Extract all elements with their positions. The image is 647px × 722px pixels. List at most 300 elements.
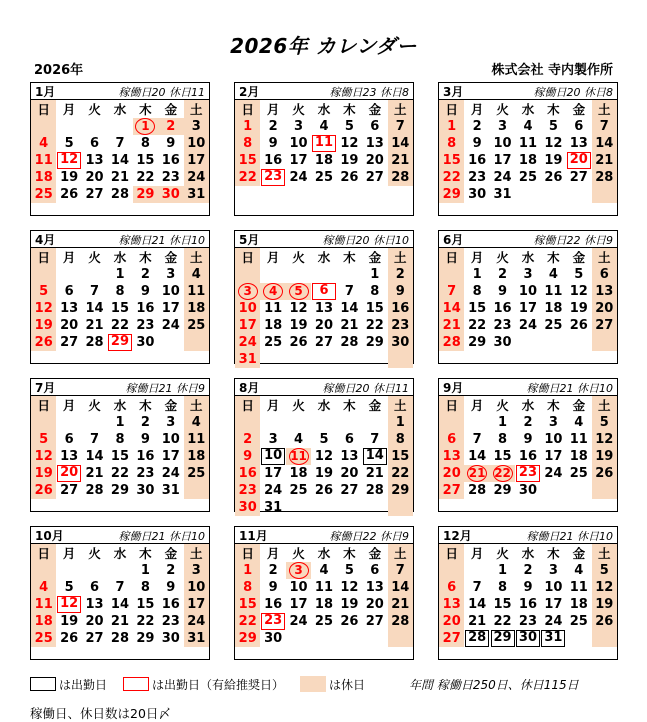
day-cell [439, 169, 464, 186]
day-number: 21 [391, 153, 410, 168]
day-cell [82, 300, 107, 317]
day-cell [286, 465, 311, 482]
day-cell [286, 562, 311, 579]
month-header [31, 83, 209, 100]
day-cell [566, 448, 591, 465]
day-cell [311, 118, 336, 135]
day-cell [439, 300, 464, 317]
day-number: 21 [85, 318, 104, 333]
weekday-header: 土 [388, 248, 413, 266]
month-stats: 稼働日21 休日10 [118, 233, 205, 247]
day-cell [260, 482, 285, 499]
day-number: 13 [442, 449, 461, 464]
day-number: 14 [110, 153, 130, 168]
month-days-table [235, 544, 413, 647]
day-number: 12 [314, 449, 334, 464]
month-days-table [31, 248, 209, 351]
day-number: 13 [85, 597, 104, 612]
month-label: 1月 [35, 85, 56, 99]
day-number: 6 [90, 136, 100, 151]
day-cell [388, 152, 413, 169]
day-number: 12 [34, 449, 53, 464]
month-days-table [235, 396, 413, 516]
day-cell [566, 414, 591, 431]
day-number: 11 [518, 136, 538, 151]
day-number: 2 [140, 267, 150, 282]
weekday-header: 木 [547, 546, 560, 561]
month-block [234, 82, 414, 216]
day-number: 4 [523, 119, 533, 134]
day-number: 6 [312, 283, 336, 300]
day-number: 28 [595, 170, 614, 185]
day-number: 15 [442, 153, 461, 168]
day-cell [515, 169, 540, 186]
day-cell [311, 596, 336, 613]
day-number: 9 [166, 136, 176, 151]
company-name: 株式会社 寺内製作所 [491, 63, 613, 78]
day-cell [56, 334, 81, 351]
day-cell [107, 283, 132, 300]
day-number: 15 [391, 449, 410, 464]
day-number: 21 [442, 318, 461, 333]
day-cell [286, 169, 311, 186]
day-number: 1 [243, 119, 253, 134]
day-cell [286, 448, 311, 465]
day-number: 17 [161, 301, 180, 316]
day-number: 4 [548, 267, 558, 282]
day-cell [311, 431, 336, 448]
day-cell [439, 630, 464, 647]
day-number: 23 [161, 170, 180, 185]
day-number: 22 [493, 614, 512, 629]
day-cell [82, 482, 107, 499]
day-cell [133, 465, 158, 482]
weekday-header: 金 [572, 102, 586, 117]
day-number: 18 [187, 449, 206, 464]
legend-off-swatch [300, 676, 326, 692]
day-cell [158, 169, 183, 186]
day-cell [490, 118, 515, 135]
day-cell [439, 135, 464, 152]
month-label: 2月 [239, 85, 260, 99]
day-number: 4 [294, 432, 304, 447]
day-number: 28 [110, 631, 130, 646]
day-cell [158, 562, 183, 579]
day-number: 30 [161, 187, 180, 202]
day-number: 21 [365, 466, 384, 481]
month-label: 6月 [443, 233, 464, 247]
day-cell [464, 630, 489, 647]
day-number: 9 [268, 580, 278, 595]
day-number: 26 [544, 170, 563, 185]
day-cell [566, 300, 591, 317]
day-cell [592, 579, 617, 596]
day-number: 15 [238, 597, 257, 612]
day-number: 1 [472, 267, 482, 282]
day-cell [541, 169, 566, 186]
day-cell [464, 579, 489, 596]
day-cell [260, 135, 285, 152]
day-cell [107, 596, 132, 613]
weekday-header: 月 [470, 546, 484, 561]
day-number: 24 [187, 614, 206, 629]
empty-cell [337, 414, 362, 431]
day-cell [158, 630, 183, 647]
weekday-header: 月 [62, 102, 76, 117]
empty-cell [388, 351, 413, 368]
day-cell [464, 334, 489, 351]
day-cell [592, 283, 617, 300]
day-number: 16 [136, 449, 155, 464]
day-number: 21 [468, 466, 486, 480]
day-cell [566, 283, 591, 300]
day-cell [158, 596, 183, 613]
weekday-header: 火 [496, 250, 509, 265]
empty-cell [566, 630, 591, 647]
day-number: 10 [261, 448, 285, 465]
day-number: 20 [340, 466, 359, 481]
month-stats: 稼働日21 休日9 [125, 381, 205, 395]
day-number: 9 [498, 284, 508, 299]
day-cell [286, 283, 311, 300]
day-number: 24 [544, 614, 563, 629]
day-number: 13 [340, 449, 359, 464]
day-number: 24 [161, 318, 180, 333]
day-number: 6 [574, 119, 584, 134]
day-number: 22 [468, 318, 487, 333]
day-cell [133, 482, 158, 499]
empty-cell [464, 414, 489, 431]
day-cell [541, 596, 566, 613]
empty-cell [158, 334, 183, 351]
day-cell [158, 283, 183, 300]
day-number: 27 [365, 170, 384, 185]
day-cell [311, 300, 336, 317]
day-number: 22 [391, 466, 410, 481]
day-cell [362, 596, 387, 613]
month-block [438, 82, 618, 216]
day-cell [337, 613, 362, 630]
day-cell [439, 118, 464, 135]
weekday-header: 水 [317, 546, 331, 561]
day-cell [260, 448, 285, 465]
month-days-table [439, 100, 617, 203]
day-number: 23 [161, 614, 180, 629]
weekday-header: 水 [521, 102, 535, 117]
day-number: 17 [493, 153, 512, 168]
day-cell [184, 465, 209, 482]
day-cell [107, 186, 132, 203]
day-cell [388, 579, 413, 596]
empty-cell [82, 118, 107, 135]
day-cell [388, 135, 413, 152]
day-number: 9 [523, 432, 533, 447]
day-number: 3 [268, 432, 278, 447]
day-cell [566, 152, 591, 169]
day-cell [107, 448, 132, 465]
day-cell [566, 135, 591, 152]
day-number: 6 [344, 432, 354, 447]
day-cell [158, 431, 183, 448]
day-cell [31, 482, 56, 499]
day-number: 29 [136, 631, 155, 646]
day-number: 27 [314, 335, 334, 350]
month-label: 4月 [35, 233, 56, 247]
day-cell [490, 431, 515, 448]
day-cell [541, 414, 566, 431]
day-number: 11 [569, 432, 588, 447]
day-number: 27 [365, 614, 384, 629]
empty-cell [260, 266, 285, 283]
day-number: 21 [595, 153, 614, 168]
weekday-header: 日 [31, 396, 56, 414]
day-number: 25 [569, 614, 588, 629]
weekday-header: 木 [343, 250, 356, 265]
day-cell [235, 613, 260, 630]
day-number: 8 [243, 136, 253, 151]
day-number: 14 [363, 448, 387, 465]
weekday-header: 土 [592, 100, 617, 118]
day-number: 29 [491, 630, 515, 647]
weekday-header: 火 [88, 398, 101, 413]
day-cell [337, 300, 362, 317]
day-cell [362, 169, 387, 186]
day-cell [362, 613, 387, 630]
day-number: 3 [166, 415, 176, 430]
day-cell [133, 118, 158, 135]
day-number: 18 [569, 597, 588, 612]
day-cell [592, 317, 617, 334]
weekday-header: 火 [88, 250, 101, 265]
day-cell [592, 135, 617, 152]
day-cell [311, 562, 336, 579]
day-number: 10 [544, 580, 563, 595]
day-number: 4 [574, 563, 584, 578]
empty-cell [337, 351, 362, 368]
weekday-header: 日 [31, 100, 56, 118]
day-cell [133, 596, 158, 613]
day-cell [184, 169, 209, 186]
day-cell [56, 169, 81, 186]
day-number: 29 [136, 187, 155, 202]
day-cell [184, 317, 209, 334]
day-number: 16 [161, 597, 180, 612]
day-number: 18 [314, 153, 334, 168]
day-cell [515, 613, 540, 630]
weekday-header: 水 [113, 102, 127, 117]
empty-cell [260, 414, 285, 431]
weekday-header: 金 [368, 546, 382, 561]
empty-cell [515, 334, 540, 351]
day-cell [388, 317, 413, 334]
day-cell [133, 266, 158, 283]
day-cell [337, 283, 362, 300]
day-cell [388, 169, 413, 186]
day-cell [490, 630, 515, 647]
day-number: 30 [518, 483, 538, 498]
empty-cell [541, 334, 566, 351]
day-number: 8 [115, 284, 125, 299]
day-number: 20 [442, 614, 461, 629]
day-number: 15 [365, 301, 384, 316]
day-cell [133, 579, 158, 596]
day-cell [439, 152, 464, 169]
day-cell [515, 579, 540, 596]
day-cell [515, 431, 540, 448]
day-cell [311, 448, 336, 465]
day-cell [158, 465, 183, 482]
day-cell [515, 118, 540, 135]
day-number: 9 [395, 284, 405, 299]
day-cell [82, 334, 107, 351]
day-cell [388, 266, 413, 283]
month-stats: 稼働日21 休日10 [526, 529, 613, 543]
empty-cell [286, 351, 311, 368]
day-number: 16 [391, 301, 410, 316]
day-number: 16 [518, 597, 538, 612]
day-number: 9 [472, 136, 482, 151]
day-number: 9 [140, 284, 150, 299]
day-cell [158, 579, 183, 596]
day-number: 15 [110, 449, 130, 464]
day-number: 7 [90, 432, 100, 447]
empty-cell [337, 630, 362, 647]
day-number: 8 [115, 432, 125, 447]
day-cell [541, 135, 566, 152]
day-cell [515, 482, 540, 499]
weekday-header: 金 [164, 398, 178, 413]
day-number: 29 [391, 483, 410, 498]
weekday-header: 金 [164, 250, 178, 265]
day-cell [260, 630, 285, 647]
day-cell [541, 579, 566, 596]
day-number: 24 [187, 170, 206, 185]
day-cell [541, 630, 566, 647]
empty-cell [56, 118, 81, 135]
day-number: 18 [569, 449, 588, 464]
day-cell [439, 596, 464, 613]
day-number: 8 [140, 136, 150, 151]
day-number: 10 [238, 301, 257, 316]
weekday-header: 土 [184, 100, 209, 118]
day-number: 6 [370, 119, 380, 134]
day-number: 3 [294, 119, 304, 134]
day-number: 11 [264, 301, 283, 316]
day-cell [592, 169, 617, 186]
month-stats: 稼働日22 休日9 [329, 529, 409, 543]
day-cell [592, 562, 617, 579]
day-cell [311, 283, 336, 300]
day-cell [439, 186, 464, 203]
day-number: 26 [340, 170, 359, 185]
day-number: 6 [370, 563, 380, 578]
empty-cell [31, 266, 56, 283]
day-cell [566, 579, 591, 596]
day-number: 23 [493, 318, 512, 333]
day-number: 2 [140, 415, 150, 430]
day-number: 24 [161, 466, 180, 481]
day-number: 7 [115, 580, 125, 595]
day-cell [337, 118, 362, 135]
day-number: 20 [85, 170, 104, 185]
empty-cell [592, 482, 617, 499]
month-header [235, 379, 413, 396]
day-number: 17 [289, 153, 308, 168]
day-cell [184, 414, 209, 431]
day-number: 11 [569, 580, 588, 595]
day-number: 1 [243, 563, 253, 578]
legend [30, 674, 630, 694]
day-cell [541, 266, 566, 283]
empty-cell [592, 630, 617, 647]
day-cell [31, 448, 56, 465]
weekday-header: 日 [439, 248, 464, 266]
day-number: 24 [264, 483, 283, 498]
day-cell [56, 300, 81, 317]
empty-cell [82, 414, 107, 431]
legend-off-label: は休日 [329, 677, 366, 692]
day-number: 25 [34, 631, 53, 646]
day-cell [56, 448, 81, 465]
weekday-header: 土 [388, 544, 413, 562]
day-cell [260, 499, 285, 516]
day-number: 6 [90, 580, 100, 595]
day-cell [464, 300, 489, 317]
weekday-header: 土 [592, 248, 617, 266]
day-cell [260, 317, 285, 334]
day-number: 23 [468, 170, 487, 185]
day-cell [235, 431, 260, 448]
day-number: 19 [569, 301, 588, 316]
day-cell [82, 186, 107, 203]
empty-cell [286, 414, 311, 431]
weekday-header: 金 [572, 546, 586, 561]
day-cell [56, 613, 81, 630]
day-cell [31, 283, 56, 300]
day-cell [337, 596, 362, 613]
day-number: 26 [569, 318, 588, 333]
day-cell [311, 152, 336, 169]
day-cell [107, 482, 132, 499]
day-cell [184, 186, 209, 203]
day-number: 5 [319, 432, 329, 447]
empty-cell [541, 186, 566, 203]
day-number: 17 [264, 466, 283, 481]
day-cell [235, 448, 260, 465]
day-cell [362, 283, 387, 300]
day-cell [439, 579, 464, 596]
day-cell [82, 431, 107, 448]
day-cell [235, 118, 260, 135]
day-cell [31, 630, 56, 647]
day-cell [464, 596, 489, 613]
day-number: 27 [442, 483, 461, 498]
month-stats: 稼働日20 休日10 [322, 233, 409, 247]
month-block [438, 378, 618, 512]
day-number: 3 [238, 283, 258, 300]
day-cell [133, 613, 158, 630]
weekday-header: 金 [368, 398, 382, 413]
day-number: 8 [243, 580, 253, 595]
day-number: 19 [544, 153, 563, 168]
month-stats: 稼働日20 休日11 [322, 381, 409, 395]
day-cell [515, 596, 540, 613]
day-number: 28 [391, 614, 410, 629]
day-number: 10 [518, 284, 538, 299]
day-cell [56, 152, 81, 169]
day-number: 29 [238, 631, 257, 646]
month-label: 8月 [239, 381, 260, 395]
